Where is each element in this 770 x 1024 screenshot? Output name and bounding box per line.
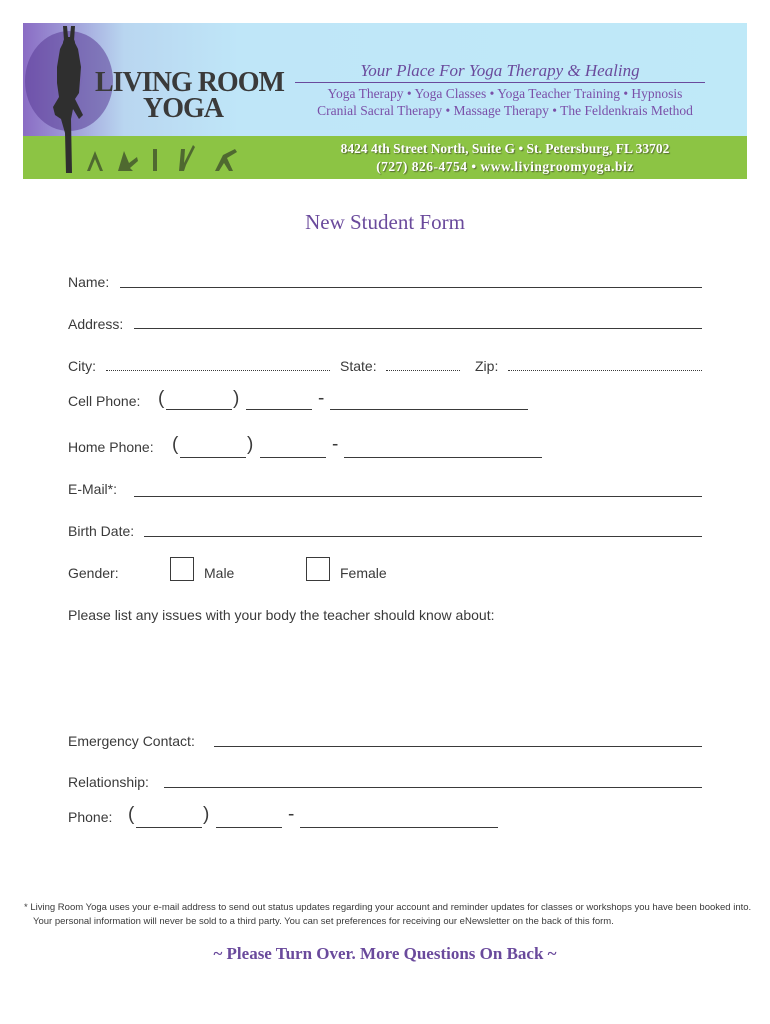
email-label: E-Mail*: [68, 481, 118, 497]
home-area-open-paren: ( [172, 434, 179, 455]
zip-label: Zip: [475, 358, 499, 374]
emergency-dash: - [288, 804, 295, 825]
services-line2: Cranial Sacral Therapy • Massage Therapy • The Feldenkrais Method [317, 103, 693, 118]
birth-date-label: Birth Date: [68, 523, 135, 539]
cell-line-number-field[interactable] [330, 409, 528, 410]
cell-area-code-field[interactable] [166, 409, 232, 410]
female-label: Female [340, 565, 387, 581]
services-line1: Yoga Therapy • Yoga Classes • Yoga Teacher Training • Hypnosis [327, 86, 683, 101]
zip-field[interactable] [508, 370, 702, 371]
address-line: 8424 4th Street North, Suite G • St. Petersburg, FL 33702 [340, 141, 670, 156]
relationship-field[interactable] [164, 787, 702, 788]
male-checkbox[interactable] [170, 557, 194, 581]
emergency-area-code-field[interactable] [136, 827, 202, 828]
home-area-close-paren: ) [247, 434, 254, 455]
emergency-line-number-field[interactable] [300, 827, 498, 828]
male-label: Male [204, 565, 235, 581]
emergency-area-open-paren: ( [128, 804, 135, 825]
phone-website-line: (727) 826-4754 • www.livingroomyoga.biz [376, 159, 634, 174]
header-banner [23, 23, 747, 179]
gender-label: Gender: [68, 565, 119, 581]
cell-area-open-paren: ( [158, 388, 165, 409]
cell-prefix-field[interactable] [246, 409, 312, 410]
address-label: Address: [68, 316, 124, 332]
home-phone-label: Home Phone: [68, 439, 154, 455]
name-label: Name: [68, 274, 110, 290]
state-label: State: [340, 358, 377, 374]
email-field[interactable] [134, 496, 702, 497]
cell-area-close-paren: ) [233, 388, 240, 409]
emergency-contact-field[interactable] [214, 746, 702, 747]
privacy-note-line1: * Living Room Yoga uses your e-mail address to send out status updates regarding your account and reminder updates for classes or workshops you have been booked into. [24, 902, 752, 913]
privacy-note-line2: Your personal information will never be sold to a third party. You can set preferences for receiving our eNewsletter on the back of this form. [33, 916, 614, 927]
home-area-code-field[interactable] [180, 457, 246, 458]
logo-text-line1: LIVING ROOM [95, 67, 284, 98]
home-dash: - [332, 434, 339, 455]
birth-date-field[interactable] [144, 536, 702, 537]
address-field[interactable] [134, 328, 702, 329]
cell-dash: - [318, 388, 325, 409]
female-checkbox[interactable] [306, 557, 330, 581]
state-field[interactable] [386, 370, 460, 371]
relationship-label: Relationship: [68, 774, 149, 790]
turn-over-notice: ~ Please Turn Over. More Questions On Back ~ [213, 944, 557, 963]
form-title: New Student Form [305, 210, 465, 234]
emergency-contact-label: Emergency Contact: [68, 733, 195, 749]
name-field[interactable] [120, 287, 702, 288]
tagline: Your Place For Yoga Therapy & Healing [295, 61, 705, 83]
home-line-number-field[interactable] [344, 457, 542, 458]
city-field[interactable] [106, 370, 330, 371]
emergency-phone-label: Phone: [68, 809, 113, 825]
body-issues-area[interactable] [68, 628, 702, 724]
home-prefix-field[interactable] [260, 457, 326, 458]
body-issues-label: Please list any issues with your body the teacher should know about: [68, 607, 495, 623]
emergency-prefix-field[interactable] [216, 827, 282, 828]
logo-text-line2: YOGA [143, 93, 223, 124]
city-label: City: [68, 358, 96, 374]
cell-phone-label: Cell Phone: [68, 393, 141, 409]
emergency-area-close-paren: ) [203, 804, 210, 825]
